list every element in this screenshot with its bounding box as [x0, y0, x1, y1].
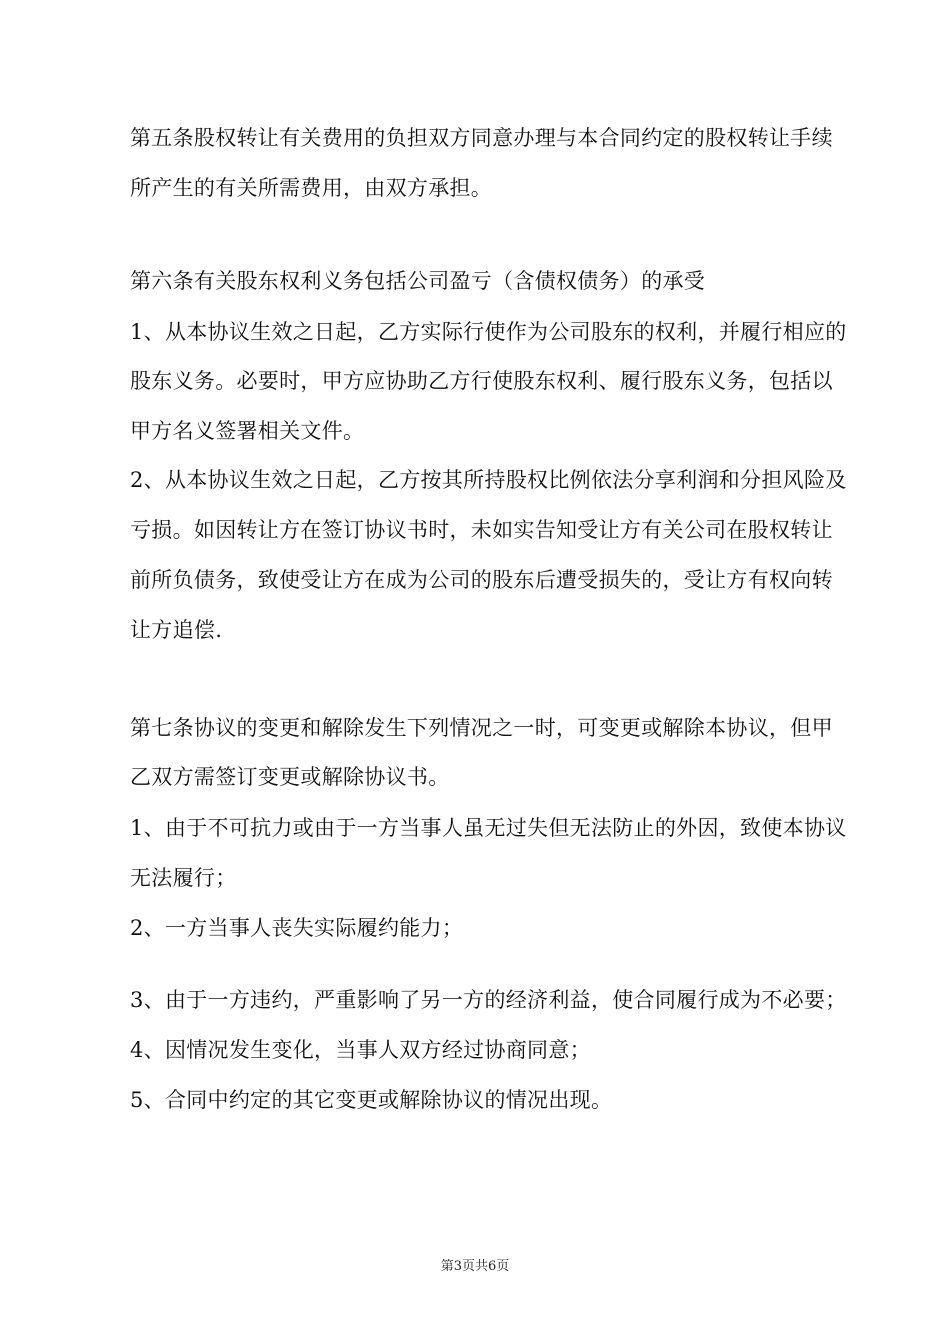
article6-item2-line-4: 让方追偿.: [130, 618, 223, 642]
article6-item1-line-1: 1、从本协议生效之日起，乙方实际行使作为公司股东的权利，并履行相应的: [130, 320, 847, 344]
article7-item1-line-1: 1、由于不可抗力或由于一方当事人虽无过失但无法防止的外因，致使本协议: [130, 816, 847, 840]
page-number-footer: 第3页共6页: [440, 1259, 510, 1274]
article7-item1-line-2: 无法履行；: [130, 866, 237, 890]
article5-line-2: 所产生的有关所需费用，由双方承担。: [130, 176, 493, 200]
article7-item5: 5、合同中约定的其它变更或解除协议的情况出现。: [130, 1088, 613, 1112]
article6-item1-line-3: 甲方名义签署相关文件。: [130, 419, 365, 443]
article7-item2: 2、一方当事人丧失实际履约能力；: [130, 916, 464, 940]
article5-line-1: 第五条股权转让有关费用的负担双方同意办理与本合同约定的股权转让手续: [130, 126, 833, 150]
article6-item2-line-3: 前所负债务，致使受让方在成为公司的股东后遭受损失的，受让方有权向转: [130, 568, 833, 592]
article7-heading-line-2: 乙双方需签订变更或解除协议书。: [130, 765, 450, 789]
article7-heading-line-1: 第七条协议的变更和解除发生下列情况之一时，可变更或解除本协议，但甲: [130, 716, 833, 740]
article7-item4: 4、因情况发生变化，当事人双方经过协商同意；: [130, 1038, 591, 1062]
article6-heading: 第六条有关股东权利义务包括公司盈亏（含债权债务）的承受: [130, 269, 706, 293]
article6-item1-line-2: 股东义务。必要时，甲方应协助乙方行使股东权利、履行股东义务，包括以: [130, 369, 833, 393]
article7-item3: 3、由于一方违约，严重影响了另一方的经济利益，使合同履行成为不必要；: [130, 988, 847, 1012]
article6-item2-line-2: 亏损。如因转让方在签订协议书时，未如实告知受让方有关公司在股权转让: [130, 518, 833, 542]
article6-item2-line-1: 2、从本协议生效之日起，乙方按其所持股权比例依法分享利润和分担风险及: [130, 468, 847, 492]
